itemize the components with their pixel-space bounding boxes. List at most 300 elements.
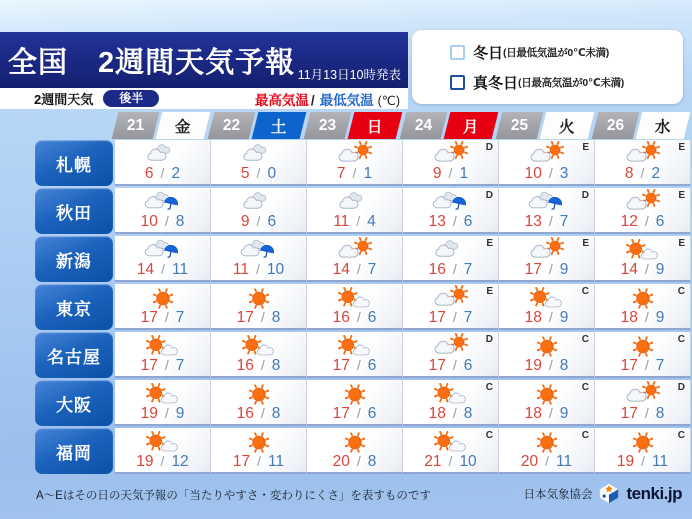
min-temp-label: 最低気温 <box>319 92 374 108</box>
min-temp: 6 <box>463 357 473 374</box>
temp-slash: / <box>256 213 261 229</box>
forecast-cell <box>115 140 211 186</box>
forecast-cell <box>211 284 307 330</box>
forecast-row <box>35 188 691 234</box>
min-temp: 7 <box>367 261 377 278</box>
forecast-rows <box>35 140 691 474</box>
legend-label: 冬日 <box>473 44 504 62</box>
reliability-rating: D <box>485 334 493 345</box>
max-temp: 13 <box>428 213 446 230</box>
sunny-icon <box>332 381 378 408</box>
temp-slash: / <box>448 165 453 181</box>
min-temp: 9 <box>655 309 665 326</box>
max-temp: 7 <box>336 165 346 182</box>
reliability-rating: C <box>677 334 685 345</box>
temp-slash: / <box>548 165 553 181</box>
forecast-cell <box>403 428 499 474</box>
max-temp: 12 <box>620 213 638 230</box>
max-temp: 13 <box>524 213 542 230</box>
temperature-pair <box>141 310 185 326</box>
min-temp: 8 <box>271 357 281 374</box>
forecast-cell <box>115 188 211 234</box>
max-temp: 17 <box>620 405 638 422</box>
sun-cloud-icon <box>428 381 474 408</box>
temp-slash: / <box>260 309 265 325</box>
date-weekday <box>540 112 595 139</box>
max-temp: 17 <box>140 357 158 374</box>
temperature-pair <box>333 310 377 326</box>
max-temp: 9 <box>240 213 250 230</box>
min-temp: 7 <box>175 357 185 374</box>
temperature-pair <box>241 214 276 230</box>
reliability-rating: C <box>677 430 685 441</box>
forecast-cell <box>499 188 595 234</box>
temperature-pair <box>617 454 668 470</box>
reliability-rating: C <box>485 430 493 441</box>
min-temp: 10 <box>266 261 285 278</box>
cloud-sun-icon <box>620 381 666 408</box>
reliability-rating: E <box>486 238 493 249</box>
temp-slash: / <box>260 405 265 421</box>
min-temp: 11 <box>556 453 573 470</box>
title-block <box>0 32 408 109</box>
forecast-type-label: 2週間天気 <box>34 92 94 107</box>
date-weekday-text: 火 <box>559 118 575 136</box>
subtitle-bar <box>0 88 408 109</box>
temperature-pair <box>333 406 377 422</box>
max-temp: 5 <box>240 165 250 182</box>
date-column-22 <box>211 112 307 139</box>
max-temp: 14 <box>136 261 155 278</box>
forecast-row <box>35 332 691 378</box>
temperature-pair <box>136 454 188 470</box>
forecast-cell <box>595 284 691 330</box>
max-temp: 18 <box>524 309 542 326</box>
temp-slash: / <box>548 309 553 325</box>
legend-desc: (日最低気温が0℃未満) <box>503 46 609 59</box>
temperature-pair <box>429 214 473 230</box>
max-temp: 14 <box>620 261 638 278</box>
issued-timestamp: 11月13日10時発表 <box>297 68 401 82</box>
temperature-pair <box>521 454 572 470</box>
reliability-note: A〜Eはその日の天気予報の「当たりやすさ・変わりにくさ」を表すものです <box>36 490 431 502</box>
temp-slash: / <box>256 165 261 181</box>
max-temp: 17 <box>428 357 446 374</box>
min-temp: 9 <box>655 261 665 278</box>
sun-cloud-icon <box>428 429 474 456</box>
sunny-icon <box>524 333 570 360</box>
forecast-cell <box>211 380 307 426</box>
date-number <box>592 112 640 139</box>
max-temp: 10 <box>140 213 158 230</box>
sun-cloud-icon <box>140 381 186 408</box>
temp-slash: / <box>548 261 553 277</box>
winter-day-checkbox-icon <box>450 45 465 60</box>
date-weekday-text: 水 <box>655 118 671 136</box>
temperature-pair <box>237 310 281 326</box>
min-temp: 6 <box>367 405 377 422</box>
cloud-sun-icon <box>524 237 570 264</box>
cloudy-icon <box>140 141 186 168</box>
temp-slash: / <box>452 405 457 421</box>
max-temp: 18 <box>620 309 638 326</box>
min-temp: 9 <box>559 405 569 422</box>
city-label: 名古屋 <box>35 332 113 378</box>
cloud-rain-icon <box>140 189 186 216</box>
temp-slash: / <box>452 261 457 277</box>
city-label: 福岡 <box>35 428 113 474</box>
sunny-icon <box>332 429 378 456</box>
max-temp: 16 <box>236 405 254 422</box>
temperature-pair <box>141 358 185 374</box>
date-weekday <box>156 112 211 139</box>
temp-slash: / <box>160 453 165 469</box>
sun-cloud-icon <box>236 333 282 360</box>
date-number-text: 24 <box>414 116 433 134</box>
temperature-pair <box>141 406 185 422</box>
reliability-rating: C <box>677 286 685 297</box>
forecast-cell <box>307 236 403 282</box>
temp-slash: / <box>548 213 553 229</box>
forecast-cell <box>307 332 403 378</box>
sun-cloud-icon <box>332 285 378 312</box>
reliability-rating: E <box>678 190 685 201</box>
date-number <box>112 112 160 139</box>
temperature-pair <box>525 310 569 326</box>
forecast-table <box>35 112 691 476</box>
temp-slash: / <box>644 357 649 373</box>
min-temp: 6 <box>655 213 665 230</box>
cloud-rain-icon <box>524 189 570 216</box>
max-temp: 17 <box>332 357 350 374</box>
sun-cloud-icon <box>332 333 378 360</box>
min-temp: 3 <box>559 165 569 182</box>
forecast-row <box>35 428 691 474</box>
temperature-pair <box>333 262 377 278</box>
min-temp: 0 <box>267 165 277 182</box>
reliability-rating: E <box>678 238 685 249</box>
max-temp: 6 <box>144 165 154 182</box>
forecast-cell <box>211 236 307 282</box>
cloudy-icon <box>236 189 282 216</box>
temp-slash: / <box>260 357 265 373</box>
legend-label: 真冬日 <box>473 74 519 92</box>
temp-slash: / <box>352 165 357 181</box>
reliability-rating: C <box>581 286 589 297</box>
date-header-row <box>115 112 691 139</box>
forecast-cell <box>403 188 499 234</box>
winter-day-legend <box>412 30 683 104</box>
min-temp: 1 <box>363 165 373 182</box>
forecast-cell <box>307 140 403 186</box>
tab-second-half[interactable]: 後半 <box>103 90 159 107</box>
max-temp: 18 <box>524 405 542 422</box>
cloud-rain-icon <box>140 237 186 264</box>
temp-slash: / <box>164 357 169 373</box>
min-temp: 7 <box>655 357 665 374</box>
tenki-jp-logo-text: tenki.jp <box>626 483 682 503</box>
temp-slash: / <box>255 261 260 277</box>
temp-slash: / <box>356 261 361 277</box>
cloud-sun-icon <box>524 141 570 168</box>
reliability-rating: C <box>581 382 589 393</box>
min-temp: 6 <box>463 213 473 230</box>
forecast-cell <box>499 140 595 186</box>
forecast-cell <box>499 428 595 474</box>
forecast-cell <box>403 140 499 186</box>
temp-slash: / <box>164 405 169 421</box>
forecast-cell <box>115 428 211 474</box>
cloudy-icon <box>332 189 378 216</box>
reliability-rating: D <box>485 142 493 153</box>
max-temp: 17 <box>232 453 251 470</box>
sun-cloud-icon <box>524 285 570 312</box>
temperature-pair <box>333 214 376 230</box>
min-temp: 8 <box>271 309 281 326</box>
date-column-23 <box>307 112 403 139</box>
date-column-25 <box>499 112 595 139</box>
association-name: 日本気象協会 <box>523 488 593 501</box>
reliability-rating: E <box>582 142 589 153</box>
min-temp: 8 <box>559 357 569 374</box>
forecast-cell <box>211 140 307 186</box>
date-number <box>208 112 256 139</box>
date-weekday-text: 月 <box>463 118 479 136</box>
temperature-pair <box>233 454 284 470</box>
min-temp: 9 <box>559 309 569 326</box>
forecast-cell <box>307 428 403 474</box>
temperature-pair <box>525 358 569 374</box>
max-temp: 16 <box>236 357 254 374</box>
forecast-cell <box>115 332 211 378</box>
forecast-cell <box>211 428 307 474</box>
temp-slash: / <box>356 213 361 229</box>
max-temp: 11 <box>232 261 249 278</box>
forecast-cell <box>115 284 211 330</box>
cloud-rain-icon <box>236 237 282 264</box>
date-number-text: 25 <box>510 116 529 134</box>
date-number <box>400 112 448 139</box>
city-label: 東京 <box>35 284 113 330</box>
city-label: 新潟 <box>35 236 113 282</box>
date-column-21 <box>115 112 211 139</box>
temp-slash: / <box>356 309 361 325</box>
max-temp: 17 <box>140 309 158 326</box>
reliability-rating: D <box>581 190 589 201</box>
temp-legend <box>255 89 400 109</box>
forecast-cell <box>499 332 595 378</box>
max-temp: 17 <box>332 405 350 422</box>
forecast-cell <box>115 380 211 426</box>
temp-slash: / <box>356 453 361 469</box>
forecast-cell <box>307 284 403 330</box>
temp-slash: / <box>448 453 453 469</box>
temperature-pair <box>625 166 660 182</box>
temp-slash: / <box>640 165 645 181</box>
forecast-cell <box>403 380 499 426</box>
max-temp: 10 <box>524 165 542 182</box>
date-weekday-text: 金 <box>175 118 191 136</box>
max-temp: 19 <box>140 405 158 422</box>
forecast-row <box>35 380 691 426</box>
date-number-text: 23 <box>318 116 337 134</box>
temperature-pair <box>424 454 476 470</box>
min-temp: 11 <box>172 261 189 278</box>
temperature-pair <box>137 262 188 278</box>
temp-slash: / <box>310 92 315 108</box>
min-temp: 1 <box>459 165 469 182</box>
sunny-icon <box>140 285 186 312</box>
date-number <box>496 112 544 139</box>
temperature-pair <box>525 262 569 278</box>
temp-slash: / <box>160 165 165 181</box>
temperature-pair <box>525 406 569 422</box>
min-temp: 8 <box>367 453 377 470</box>
temperature-pair <box>333 454 377 470</box>
temperature-pair <box>429 310 473 326</box>
min-temp: 7 <box>175 309 185 326</box>
max-temp: 11 <box>333 213 350 230</box>
temperature-pair <box>525 166 569 182</box>
legend-desc: (日最高気温が0℃未満) <box>518 76 624 89</box>
temp-slash: / <box>356 357 361 373</box>
date-column-26 <box>595 112 691 139</box>
min-temp: 2 <box>651 165 661 182</box>
legend-item-midwinter-day <box>450 72 683 93</box>
temperature-pair <box>241 166 276 182</box>
forecast-cell <box>307 380 403 426</box>
forecast-cell <box>499 284 595 330</box>
sunny-icon <box>524 429 570 456</box>
forecast-cell <box>115 236 211 282</box>
forecast-cell <box>211 188 307 234</box>
forecast-cell <box>595 428 691 474</box>
temperature-pair <box>333 358 377 374</box>
reliability-rating: C <box>581 430 589 441</box>
temperature-pair <box>141 214 185 230</box>
reliability-rating: D <box>485 190 493 201</box>
cloudy-icon <box>236 141 282 168</box>
date-weekday <box>636 112 691 139</box>
min-temp: 4 <box>367 213 376 230</box>
forecast-cell <box>403 284 499 330</box>
min-temp: 8 <box>655 405 665 422</box>
temperature-pair <box>621 310 665 326</box>
forecast-cell <box>595 188 691 234</box>
min-temp: 7 <box>463 309 473 326</box>
temperature-pair <box>237 358 281 374</box>
max-temp: 17 <box>524 261 542 278</box>
reliability-rating: E <box>582 238 589 249</box>
title-bar <box>0 32 408 88</box>
temperature-pair <box>237 406 281 422</box>
max-temp: 20 <box>332 453 350 470</box>
reliability-rating: C <box>485 382 493 393</box>
min-temp: 8 <box>463 405 473 422</box>
forecast-cell <box>499 380 595 426</box>
forecast-cell <box>499 236 595 282</box>
min-temp: 9 <box>175 405 185 422</box>
sun-cloud-icon <box>140 429 186 456</box>
temp-slash: / <box>548 357 553 373</box>
temperature-pair <box>337 166 372 182</box>
cloud-sun-icon <box>620 189 666 216</box>
min-temp: 7 <box>463 261 473 278</box>
forecast-row <box>35 140 691 186</box>
cloud-sun-icon <box>332 141 378 168</box>
temp-slash: / <box>161 261 166 277</box>
sun-cloud-icon <box>620 237 666 264</box>
max-temp: 17 <box>236 309 254 326</box>
cloud-sun-icon <box>620 141 666 168</box>
temp-slash: / <box>356 405 361 421</box>
cloudy-icon <box>428 237 474 264</box>
temperature-pair <box>429 262 473 278</box>
date-number <box>304 112 352 139</box>
max-temp: 9 <box>432 165 442 182</box>
temperature-pair <box>429 406 473 422</box>
temp-slash: / <box>452 357 457 373</box>
min-temp: 2 <box>171 165 181 182</box>
min-temp: 10 <box>459 453 477 470</box>
max-temp: 19 <box>616 453 635 470</box>
temperature-pair <box>621 214 665 230</box>
forecast-cell <box>595 236 691 282</box>
temp-slash: / <box>164 309 169 325</box>
temp-slash: / <box>644 309 649 325</box>
city-label: 秋田 <box>35 188 113 234</box>
sunny-icon <box>620 429 666 456</box>
temp-slash: / <box>164 213 169 229</box>
temp-slash: / <box>644 261 649 277</box>
temp-slash: / <box>641 453 646 469</box>
max-temp: 21 <box>424 453 442 470</box>
cloud-sun-icon <box>428 333 474 360</box>
max-temp: 17 <box>620 357 638 374</box>
date-number-text: 26 <box>606 116 625 134</box>
sunny-icon <box>236 285 282 312</box>
temperature-pair <box>429 358 473 374</box>
min-temp: 9 <box>559 261 569 278</box>
forecast-cell <box>403 236 499 282</box>
temp-slash: / <box>452 213 457 229</box>
temp-slash: / <box>452 309 457 325</box>
forecast-cell <box>211 332 307 378</box>
temperature-pair <box>621 358 665 374</box>
date-number-text: 21 <box>126 116 145 134</box>
forecast-row <box>35 236 691 282</box>
sunny-icon <box>236 429 282 456</box>
date-weekday-text: 日 <box>367 118 383 136</box>
min-temp: 11 <box>652 453 669 470</box>
max-temp: 8 <box>624 165 634 182</box>
max-temp: 17 <box>428 309 446 326</box>
temp-unit: (℃) <box>377 93 400 108</box>
tenki-jp-brand[interactable] <box>523 483 682 504</box>
max-temp: 18 <box>428 405 446 422</box>
temp-slash: / <box>545 453 550 469</box>
forecast-cell <box>595 380 691 426</box>
reliability-rating: C <box>581 334 589 345</box>
max-temp: 19 <box>136 453 154 470</box>
date-column-24 <box>403 112 499 139</box>
temperature-pair <box>233 262 284 278</box>
sun-cloud-icon <box>140 333 186 360</box>
cloud-sun-icon <box>428 141 474 168</box>
max-temp: 19 <box>524 357 542 374</box>
cloud-rain-icon <box>428 189 474 216</box>
forecast-row <box>35 284 691 330</box>
